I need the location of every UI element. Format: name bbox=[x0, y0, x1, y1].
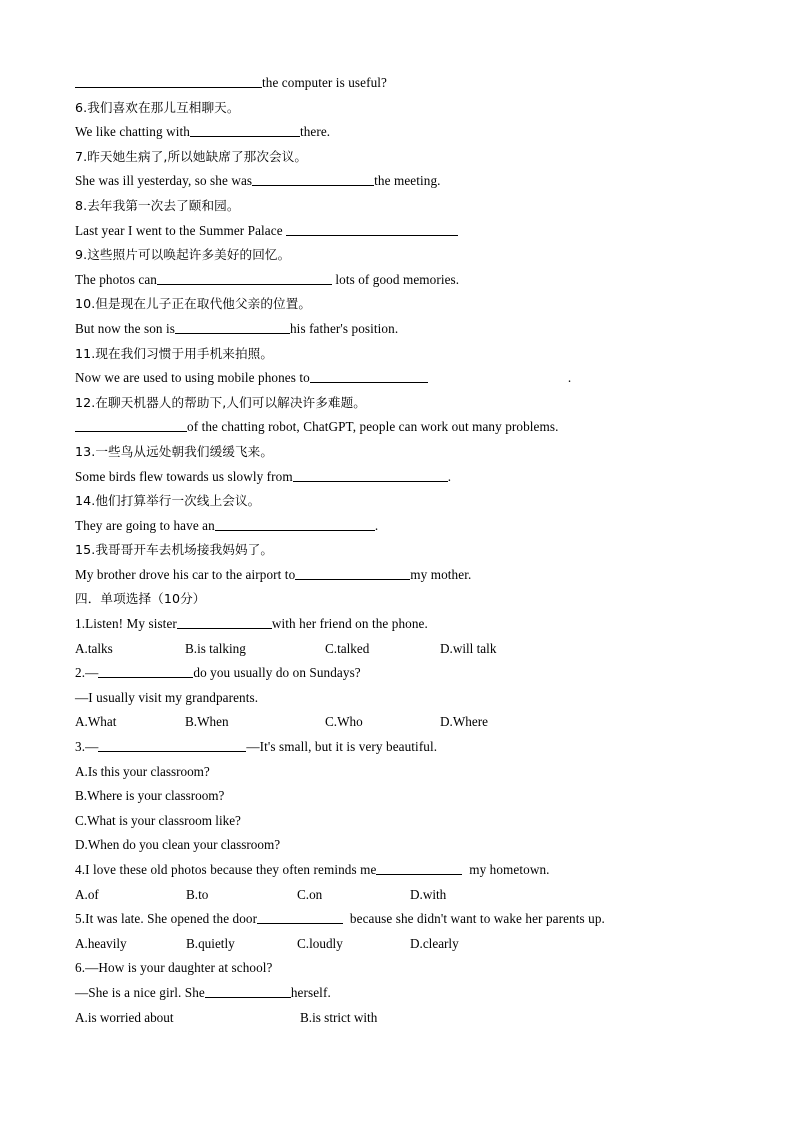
mc-3-option-b[interactable]: B.Where is your classroom? bbox=[75, 788, 225, 804]
item-15-text-before: My brother drove his car to the airport to bbox=[75, 566, 296, 582]
mc-question-6-answer-line bbox=[75, 981, 735, 1006]
mc-question-3-stem bbox=[75, 735, 735, 760]
continued-translation-line bbox=[75, 71, 735, 96]
mc-4-option-a[interactable]: A.of bbox=[75, 886, 99, 902]
answer-blank[interactable] bbox=[98, 739, 246, 752]
answer-blank[interactable] bbox=[293, 469, 448, 482]
continued-line-text: the computer is useful? bbox=[262, 75, 387, 90]
translation-item-13-english bbox=[75, 465, 735, 490]
translation-item-11-chinese: 11.现在我们习惯于用手机来拍照。 bbox=[75, 345, 274, 361]
mc-4-option-c[interactable]: C.on bbox=[297, 886, 323, 902]
mc-1-text-after: with her friend on the phone. bbox=[271, 616, 428, 632]
mc-question-2-stem bbox=[75, 661, 735, 686]
item-12-text-after: of the chatting robot, ChatGPT, people can work out many problems. bbox=[187, 419, 559, 435]
mc-5-text-after: because she didn't want to wake her parents up. bbox=[343, 911, 605, 927]
section-heading-multiple-choice: 四．单项选择（10分） bbox=[75, 591, 206, 607]
translation-item-8-chinese: 8.去年我第一次去了颐和园。 bbox=[75, 197, 240, 213]
translation-item-10-english bbox=[75, 317, 735, 342]
translation-item-15-chinese: 15.我哥哥开车去机场接我妈妈了。 bbox=[75, 542, 274, 558]
translation-item-14-english bbox=[75, 514, 735, 539]
mc-2-option-d[interactable]: D.Where bbox=[440, 714, 488, 730]
translation-item-14-chinese: 14.他们打算举行一次线上会议。 bbox=[75, 493, 261, 509]
item-7-text-before: She was ill yesterday, so she was bbox=[75, 173, 253, 189]
mc-2-option-c[interactable]: C.Who bbox=[325, 714, 363, 730]
mc-question-5-stem bbox=[75, 907, 735, 932]
mc-question-5-options bbox=[75, 932, 735, 957]
mc-4-text-before: 4.I love these old photos because they often reminds me bbox=[75, 862, 377, 877]
translation-item-6-chinese: 6.我们喜欢在那儿互相聊天。 bbox=[75, 99, 240, 115]
mc-5-text-before: 5.It was late. She opened the door bbox=[75, 911, 258, 927]
item-14-text-before: They are going to have an bbox=[75, 517, 215, 533]
mc-question-6-options bbox=[75, 1006, 735, 1031]
mc-6-answer-after: herself. bbox=[290, 984, 331, 1000]
translation-item-7-chinese: 7.昨天她生病了,所以她缺席了那次会议。 bbox=[75, 148, 308, 164]
translation-item-11-english bbox=[75, 366, 735, 391]
mc-question-1-stem bbox=[75, 612, 735, 637]
item-13-text-after: . bbox=[447, 468, 452, 484]
mc-2-option-b[interactable]: B.When bbox=[185, 714, 229, 730]
item-10-text-after: his father's position. bbox=[289, 320, 399, 336]
item-9-text-after: lots of good memories. bbox=[331, 271, 460, 287]
item-11-period: . bbox=[567, 370, 572, 386]
translation-item-10-chinese: 10.但是现在儿子正在取代他父亲的位置。 bbox=[75, 296, 312, 312]
mc-question-6-stem: 6.—How is your daughter at school? bbox=[75, 960, 273, 976]
translation-item-9-chinese: 9.这些照片可以唤起许多美好的回忆。 bbox=[75, 247, 291, 263]
mc-4-option-b[interactable]: B.to bbox=[186, 886, 209, 902]
mc-3-text-after: —It's small, but it is very beautiful. bbox=[246, 739, 438, 755]
mc-question-2-answer-line: —I usually visit my grandparents. bbox=[75, 689, 259, 705]
mc-3-option-a[interactable]: A.Is this your classroom? bbox=[75, 763, 210, 779]
mc-5-option-a[interactable]: A.heavily bbox=[75, 935, 127, 951]
answer-blank[interactable] bbox=[75, 75, 262, 88]
mc-1-text-before: 1.Listen! My sister bbox=[75, 616, 177, 632]
item-13-text-before: Some birds flew towards us slowly from bbox=[75, 468, 293, 484]
mc-question-2-options bbox=[75, 710, 735, 735]
mc-3-option-d[interactable]: D.When do you clean your classroom? bbox=[75, 837, 281, 853]
item-14-text-after: . bbox=[374, 517, 379, 533]
answer-blank[interactable] bbox=[310, 370, 428, 383]
translation-item-7-english bbox=[75, 169, 735, 194]
mc-1-option-b[interactable]: B.is talking bbox=[185, 640, 246, 656]
item-15-text-after: my mother. bbox=[410, 566, 472, 582]
mc-question-1-options bbox=[75, 637, 735, 662]
mc-6-answer-before: —She is a nice girl. She bbox=[75, 984, 205, 1000]
mc-4-option-d[interactable]: D.with bbox=[410, 886, 447, 902]
mc-2-text-after: do you usually do on Sundays? bbox=[193, 665, 361, 681]
item-10-text-before: But now the son is bbox=[75, 320, 175, 336]
mc-question-4-options bbox=[75, 883, 735, 908]
mc-5-option-d[interactable]: D.clearly bbox=[410, 935, 459, 951]
answer-blank[interactable] bbox=[286, 223, 458, 236]
answer-blank[interactable] bbox=[75, 419, 187, 432]
item-9-text-before: The photos can bbox=[75, 271, 157, 287]
mc-1-option-a[interactable]: A.talks bbox=[75, 640, 113, 656]
item-11-text-before: Now we are used to using mobile phones to bbox=[75, 370, 310, 386]
mc-3-option-c[interactable]: C.What is your classroom like? bbox=[75, 812, 241, 828]
mc-2-text-before: 2.— bbox=[75, 665, 99, 681]
mc-question-4-stem bbox=[75, 858, 735, 883]
translation-item-15-english bbox=[75, 563, 735, 588]
answer-blank[interactable] bbox=[376, 862, 462, 875]
translation-item-8-english bbox=[75, 219, 735, 244]
answer-blank[interactable] bbox=[215, 518, 375, 531]
translation-item-6-english bbox=[75, 120, 735, 145]
mc-6-option-b[interactable]: B.is strict with bbox=[300, 1009, 378, 1025]
answer-blank[interactable] bbox=[252, 173, 374, 186]
answer-blank[interactable] bbox=[175, 321, 290, 334]
mc-3-text-before: 3.— bbox=[75, 739, 99, 755]
answer-blank[interactable] bbox=[177, 616, 272, 629]
document-content bbox=[75, 71, 735, 1030]
translation-item-13-chinese: 13.一些鸟从远处朝我们缓缓飞来。 bbox=[75, 443, 274, 459]
item-6-text-before: We like chatting with bbox=[75, 124, 190, 140]
answer-blank[interactable] bbox=[295, 567, 410, 580]
answer-blank[interactable] bbox=[98, 665, 193, 678]
mc-6-option-a[interactable]: A.is worried about bbox=[75, 1009, 174, 1025]
mc-2-option-a[interactable]: A.What bbox=[75, 714, 117, 730]
translation-item-9-english bbox=[75, 268, 735, 293]
mc-1-option-c[interactable]: C.talked bbox=[325, 640, 370, 656]
item-7-text-after: the meeting. bbox=[374, 173, 441, 189]
mc-1-option-d[interactable]: D.will talk bbox=[440, 640, 497, 656]
translation-item-12-chinese: 12.在聊天机器人的帮助下,人们可以解决许多难题。 bbox=[75, 394, 366, 410]
item-8-text-before: Last year I went to the Summer Palace bbox=[75, 222, 287, 238]
mc-5-option-b[interactable]: B.quietly bbox=[186, 935, 235, 951]
mc-4-text-after: my hometown. bbox=[462, 862, 550, 877]
answer-blank[interactable] bbox=[157, 272, 332, 285]
answer-blank[interactable] bbox=[257, 911, 343, 924]
mc-5-option-c[interactable]: C.loudly bbox=[297, 935, 343, 951]
item-6-text-after: there. bbox=[299, 124, 331, 140]
answer-blank[interactable] bbox=[190, 124, 300, 137]
translation-item-12-english bbox=[75, 415, 735, 440]
answer-blank[interactable] bbox=[205, 985, 291, 998]
